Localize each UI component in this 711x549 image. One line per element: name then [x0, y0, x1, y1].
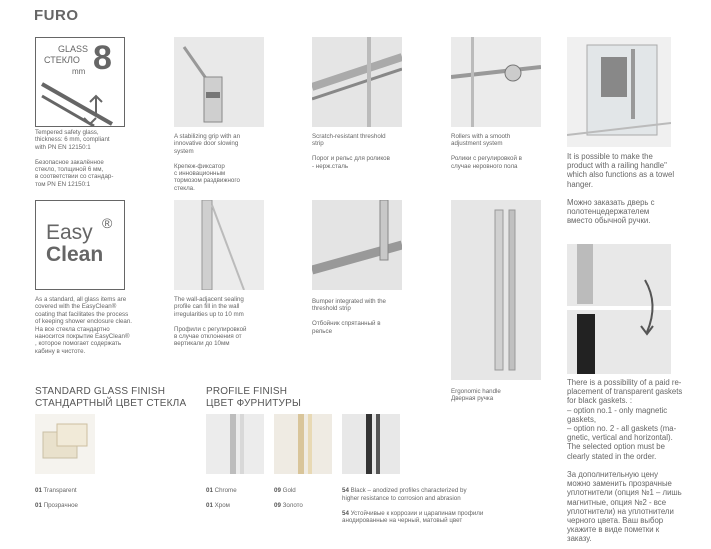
glass-caption: Tempered safety glass, thickness: 6 mm, compliant with PN EN 12150:1 Безопасное закалённое стекло, толщиной 6 мм, в соответствии со стандар- том PN EN 12150:1 [35, 129, 114, 188]
profile-chrome-en: Chrome [214, 487, 237, 495]
profile-black-code-ru: 54 [342, 509, 349, 517]
glass-thickness-value: 8 [93, 39, 112, 77]
grip-caption: A stabilizing grip with an innovative door slowing system Крепеж-фиксатор с инновационным тормозом раздвижного стекла. [174, 133, 241, 192]
easyclean-label-easy: Easy [46, 221, 93, 244]
rollers-photo [451, 37, 541, 127]
gasket-note: There is a possibility of a paid re- placement of transparent gaskets for black gaskets. : – option no.1 - only magnetic gaskets, – option no. 2 - all gaskets (ma- gnetic, vertical and horizontal). The selected option must be clearly stated in the order. За дополнительную цену можно заменить прозрачные уплотнители (опция №1 – лишь магнитные, опция №2 - все уплотнители) на уплотнители черного цвета. Ваш выбор укажите в виде пометки к заказу. [567, 378, 683, 544]
profile-chrome-item [206, 480, 276, 510]
profile-chrome-ru: Хром [214, 502, 230, 510]
profile-chrome-swatch [206, 414, 264, 474]
profile-gold-item [274, 480, 344, 510]
profile-gold-en: Gold [282, 487, 296, 495]
profile-black-ru: Устойчивые к коррозии и царапинам профили анодированные на черный, матовый цвет [342, 509, 484, 525]
shower-enclosure-photo [567, 37, 671, 147]
sealing-profile-photo [174, 200, 264, 290]
page-title: FURO [34, 7, 79, 24]
threshold-caption: Scratch-resistant threshold strip Порог и рельс для роликов - нерж.сталь [312, 133, 390, 170]
towel-handle-note: It is possible to make the product with a railing handle" which also functions as a towel hanger. Можно заказать дверь с полотенцедержателем вместо обычной ручки. [567, 152, 675, 226]
glass-unit: mm [72, 67, 86, 76]
glass-finish-en: Transparent [43, 487, 77, 495]
sealing-profile-caption: The wall-adjacent sealing profile can fill in the wall irregularities up to 10 mm Профили с регулировкой в случае отклонения от вертикали до 10мм [174, 296, 247, 348]
profile-gold-code: 09 [274, 487, 281, 495]
glass-finish-code: 01 [35, 487, 42, 495]
glass-label-ru: СТЕКЛО [44, 55, 80, 65]
profile-black-item [342, 480, 512, 532]
profile-gold-swatch [274, 414, 332, 474]
profile-gold-ru: Золото [282, 502, 303, 510]
bumper-caption: Bumper integrated with the threshold strip Отбойник спрятанный в рельсе [312, 298, 386, 335]
registered-mark: ® [102, 215, 113, 231]
profile-chrome-code-ru: 01 [206, 502, 213, 510]
profile-black-en: Black – anodized profiles characterized by higher resistance to corrosion and abrasion [342, 487, 467, 502]
profile-black-swatch [342, 414, 400, 474]
handle-caption: Ergonomic handle Дверная ручка [451, 388, 501, 403]
glass-label: GLASS [58, 44, 89, 54]
handle-photo [451, 200, 541, 380]
easyclean-label-clean: Clean [46, 243, 104, 266]
glass-finish-swatch [35, 414, 95, 474]
glass-finish-code-ru: 01 [35, 502, 42, 510]
glass-finish-ru: Прозрачное [43, 502, 78, 510]
profile-gold-code-ru: 09 [274, 502, 281, 510]
glass-thickness-badge [35, 37, 125, 127]
profile-black-code: 54 [342, 487, 349, 495]
rollers-caption: Rollers with a smooth adjustment system Ролики с регулировкой в случае неровного пола [451, 133, 522, 170]
easyclean-caption: As a standard, all glass items are covered with the EasyClean® coating that facilitates the process of keeping shower enclosure clean. На все стекла стандартно наносится покрытие EasyClean® , которое помогает содержать кабину в чистоте. [35, 296, 132, 355]
grip-photo [174, 37, 264, 127]
glass-finish-heading: STANDARD GLASS FINISH СТАНДАРТНЫЙ ЦВЕТ СТЕКЛА [35, 386, 187, 409]
easyclean-badge [35, 200, 125, 290]
profile-finish-heading: PROFILE FINISH ЦВЕТ ФУРНИТУРЫ [206, 386, 301, 409]
glass-finish-item [35, 480, 135, 510]
gasket-photo [567, 244, 671, 374]
profile-chrome-code: 01 [206, 487, 213, 495]
threshold-photo [312, 37, 402, 127]
bumper-photo [312, 200, 402, 290]
